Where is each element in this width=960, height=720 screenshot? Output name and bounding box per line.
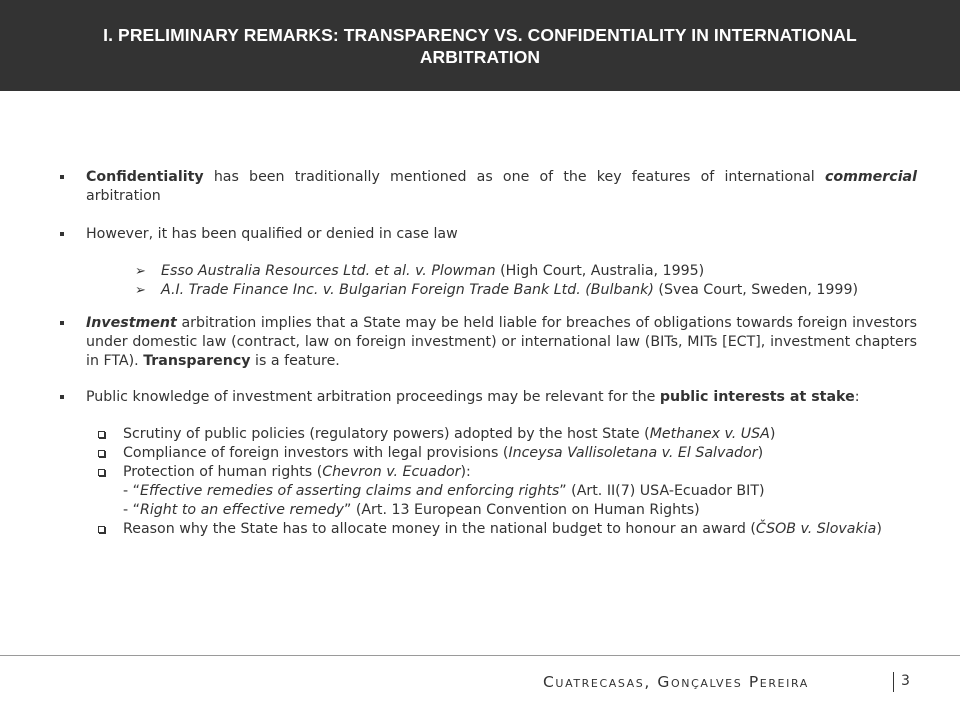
item-text: ) — [757, 445, 764, 461]
bullet-confidentiality — [59, 168, 917, 206]
box-bullet-icon — [98, 431, 105, 438]
body-text: arbitration implies that a State may be held liable for breaches of obligations towards foreign investors under domestic law (contract, law on foreign investment) or international law (BITs, MITs [ECT], investment chapters in FTA). — [86, 315, 917, 369]
footer-separator — [893, 672, 894, 692]
item-text: Protection of human rights ( — [123, 464, 323, 480]
page-number: 3 — [901, 673, 910, 689]
bold-text: Confidentiality — [86, 169, 204, 185]
bold-text: Transparency — [143, 353, 251, 369]
box-bullet-icon — [98, 469, 105, 476]
body-text: : — [854, 389, 860, 405]
box-bullet-icon — [98, 450, 105, 457]
body-text: Public knowledge of investment arbitration proceedings may be relevant for the — [86, 389, 660, 405]
item-text: - “ — [123, 483, 140, 499]
firm-logo-text: Cuatrecasas, Gonçalves Pereira — [543, 673, 809, 691]
bullet-public-interest — [59, 388, 917, 407]
case-name: Inceysa Vallisoletana v. El Salvador — [508, 445, 758, 461]
square-bullet-icon — [60, 232, 64, 236]
interest-item — [59, 463, 917, 520]
arrow-bullet-icon: ➢ — [135, 264, 146, 279]
item-text: Scrutiny of public policies (regulatory powers) adopted by the host State ( — [123, 426, 650, 442]
arrow-bullet-icon: ➢ — [135, 283, 146, 298]
case-name: A.I. Trade Finance Inc. v. Bulgarian Foreign Trade Bank Ltd. (Bulbank) — [161, 282, 654, 298]
item-text: ): — [460, 464, 471, 480]
item-text: - “ — [123, 502, 140, 518]
emphasis-text: Investment — [86, 315, 177, 331]
case-name: ČSOB v. Slovakia — [755, 521, 877, 537]
slide-title: I. PRELIMINARY REMARKS: TRANSPARENCY VS. CONFIDENTIALITY IN INTERNATIONAL ARBITRATION — [103, 24, 857, 67]
quote-text: Effective remedies of asserting claims and enforcing rights — [139, 483, 560, 499]
case-name: Esso Australia Resources Ltd. et al. v. Plowman — [161, 263, 496, 279]
interest-item — [59, 444, 917, 463]
item-text: ) — [769, 426, 776, 442]
case-name: Chevron v. Ecuador — [322, 464, 461, 480]
interest-item — [59, 425, 917, 444]
case-item — [59, 281, 917, 300]
square-bullet-icon — [60, 175, 64, 179]
slide-header — [0, 0, 960, 91]
footer-divider — [0, 655, 960, 656]
item-text: ) — [876, 521, 882, 537]
item-text: Reason why the State has to allocate money in the national budget to honour an award ( — [123, 521, 756, 537]
bold-text: public interests at stake — [659, 389, 855, 405]
item-text: Compliance of foreign investors with legal provisions ( — [123, 445, 509, 461]
body-text: However, it has been qualified or denied in case law — [86, 226, 458, 242]
bullet-investment — [59, 314, 917, 371]
square-bullet-icon — [60, 321, 64, 325]
case-detail: (High Court, Australia, 1995) — [495, 263, 705, 279]
square-bullet-icon — [60, 395, 64, 399]
case-name: Methanex v. USA — [649, 426, 770, 442]
case-detail: (Svea Court, Sweden, 1999) — [653, 282, 859, 298]
item-text: ” (Art. II(7) USA-Ecuador BIT) — [559, 483, 765, 499]
item-text: ” (Art. 13 European Convention on Human Rights) — [343, 502, 700, 518]
body-text: has been traditionally mentioned as one of the key features of international — [203, 169, 825, 185]
quote-text: Right to an effective remedy — [139, 502, 344, 518]
box-bullet-icon — [98, 526, 105, 533]
body-text: arbitration — [86, 188, 161, 204]
case-item — [59, 262, 917, 281]
body-text: is a feature. — [250, 353, 340, 369]
emphasis-text: commercial — [824, 169, 917, 185]
slide-content — [59, 168, 917, 539]
interest-item — [59, 520, 917, 539]
bullet-case-law — [59, 225, 917, 244]
